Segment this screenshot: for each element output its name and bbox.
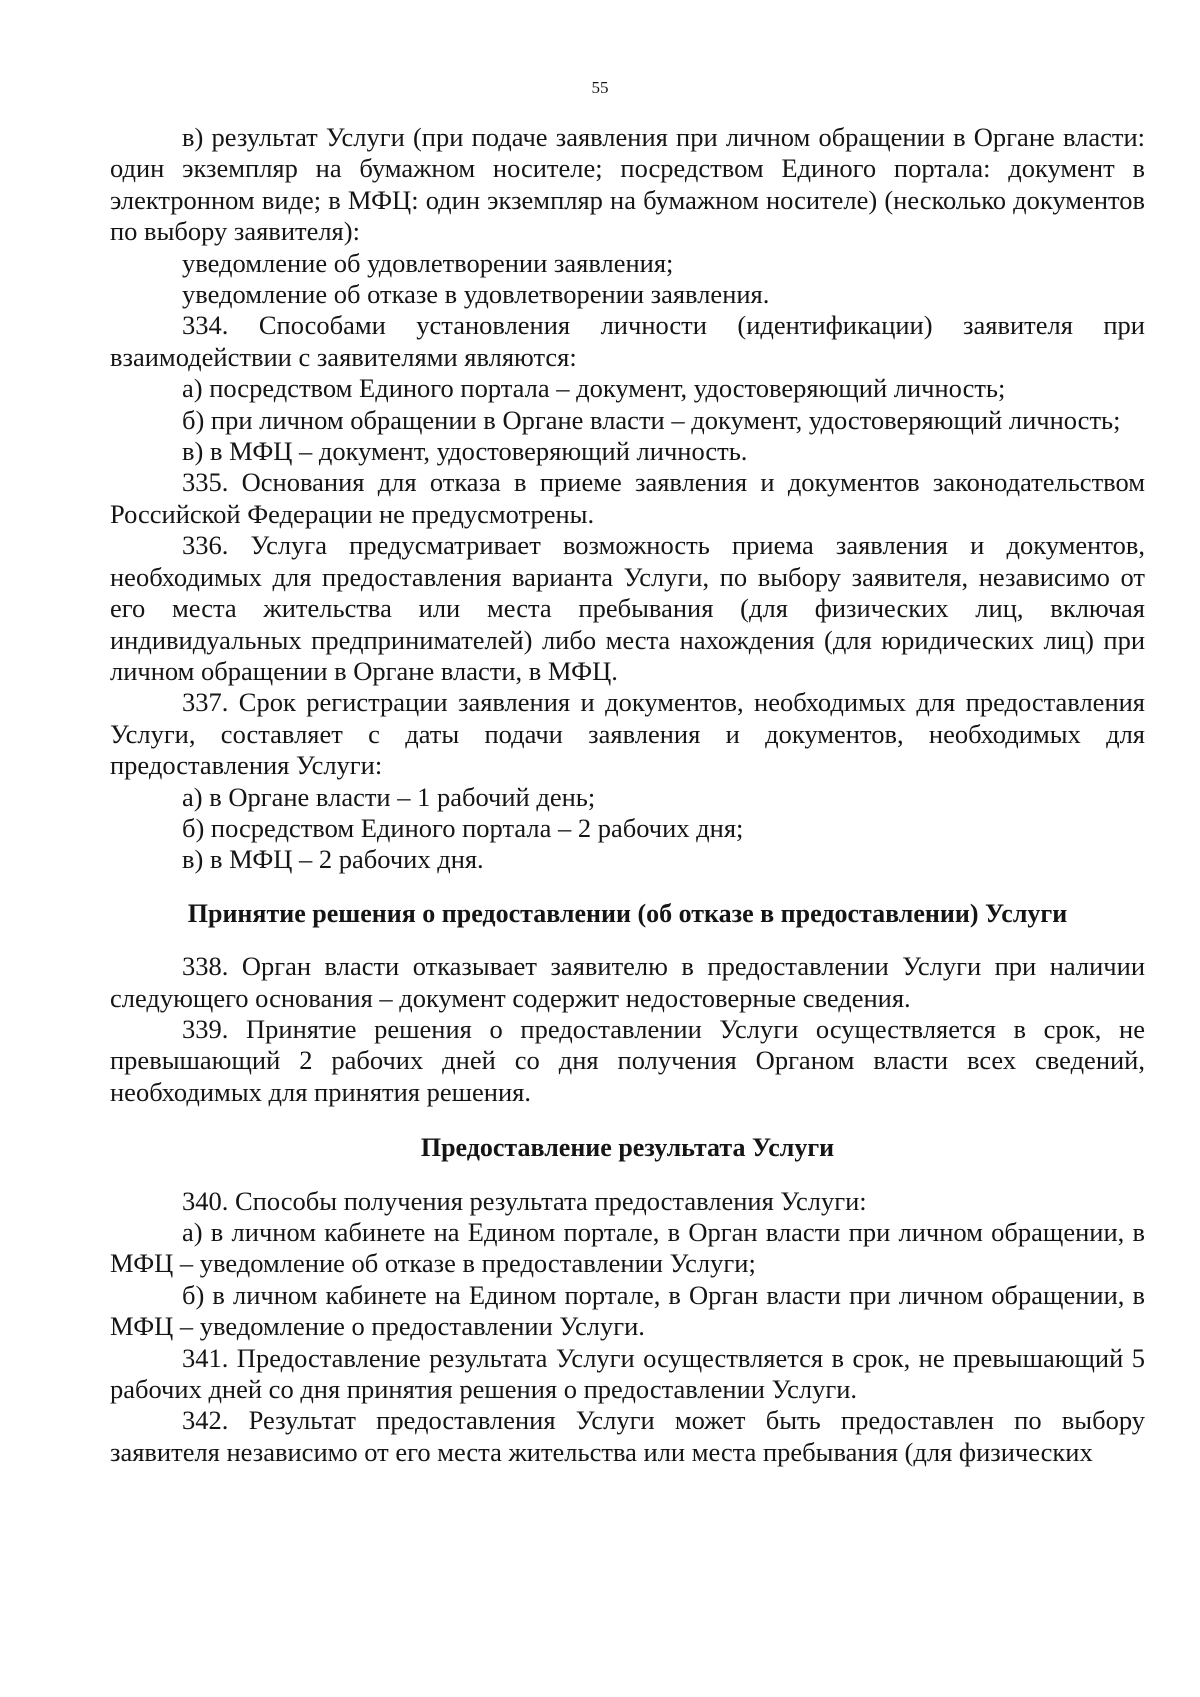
document-body xyxy=(110,122,1145,1468)
paragraph-338: 338. Орган власти отказывает заявителю в предоставлении Услуги при наличии следующего основания – документ содержит недостоверные сведения. xyxy=(110,951,1145,1013)
paragraph-334-c: в) в МФЦ – документ, удостоверяющий личность. xyxy=(182,436,748,467)
paragraph-341: 341. Предоставление результата Услуги осуществляется в срок, не превышающий 5 рабочих дней со дня принятия решения о предоставлении Услуги. xyxy=(110,1342,1145,1405)
paragraph-337-c: в) в МФЦ – 2 рабочих дня. xyxy=(182,844,484,875)
paragraph-335: 335. Основания для отказа в приеме заявления и документов законодательством Российской Федерации не предусмотрены. xyxy=(110,467,1145,529)
paragraph-337-b: б) посредством Единого портала – 2 рабочих дня; xyxy=(182,812,744,843)
paragraph-notice-refusal: уведомление об отказе в удовлетворении заявления. xyxy=(182,279,770,310)
paragraph-340: 340. Способы получения результата предоставления Услуги: xyxy=(182,1185,867,1216)
page-number: 55 xyxy=(591,78,609,97)
paragraph-340-a: а) в личном кабинете на Едином портале, в Орган власти при личном обращении, в МФЦ – уведомление об отказе в предоставлении Услуги; xyxy=(110,1217,1145,1279)
section-heading-result: Предоставление результата Услуги xyxy=(420,1133,835,1163)
paragraph-notice-approval: уведомление об удовлетворении заявления; xyxy=(182,247,674,278)
paragraph-334-a: а) посредством Единого портала – документ, удостоверяющий личность; xyxy=(182,373,1006,404)
paragraph-result-formats: в) результат Услуги (при подаче заявления при личном обращении в Органе власти: один экземпляр на бумажном носителе; посредством Единого портала: документ в электронном виде; в МФЦ: один экземпляр на бумажном носителе) (несколько документов по выбору заявителя): xyxy=(110,122,1145,247)
section-heading-decision: Принятие решения о предоставлении (об отказе в предоставлении) Услуги xyxy=(187,898,1068,928)
paragraph-340-b: б) в личном кабинете на Едином портале, в Орган власти при личном обращении, в МФЦ – уведомление о предоставлении Услуги. xyxy=(110,1279,1145,1342)
paragraph-342: 342. Результат предоставления Услуги может быть предоставлен по выбору заявителя независимо от его места жительства или места пребывания (для физических xyxy=(110,1405,1145,1467)
paragraph-339: 339. Принятие решения о предоставлении Услуги осуществляется в срок, не превышающий 2 рабочих дней со дня получения Органом власти всех сведений, необходимых для принятия решения. xyxy=(110,1013,1145,1107)
paragraph-337-a: а) в Органе власти – 1 рабочий день; xyxy=(182,781,596,812)
paragraph-334: 334. Способами установления личности (идентификации) заявителя при взаимодействии с заявителями являются: xyxy=(110,310,1145,372)
paragraph-334-b: б) при личном обращении в Органе власти – документ, удостоверяющий личность; xyxy=(182,404,1121,435)
paragraph-337: 337. Срок регистрации заявления и документов, необходимых для предоставления Услуги, составляет с даты подачи заявления и документов, необходимых для предоставления Услуги: xyxy=(110,687,1145,781)
paragraph-336: 336. Услуга предусматривает возможность приема заявления и документов, необходимых для предоставления варианта Услуги, по выбору заявителя, независимо от его места жительства или места пребывания (для физических лиц, включая индивидуальных предпринимателей) либо места нахождения (для юридических лиц) при личном обращении в Органе власти, в МФЦ. xyxy=(110,530,1145,686)
